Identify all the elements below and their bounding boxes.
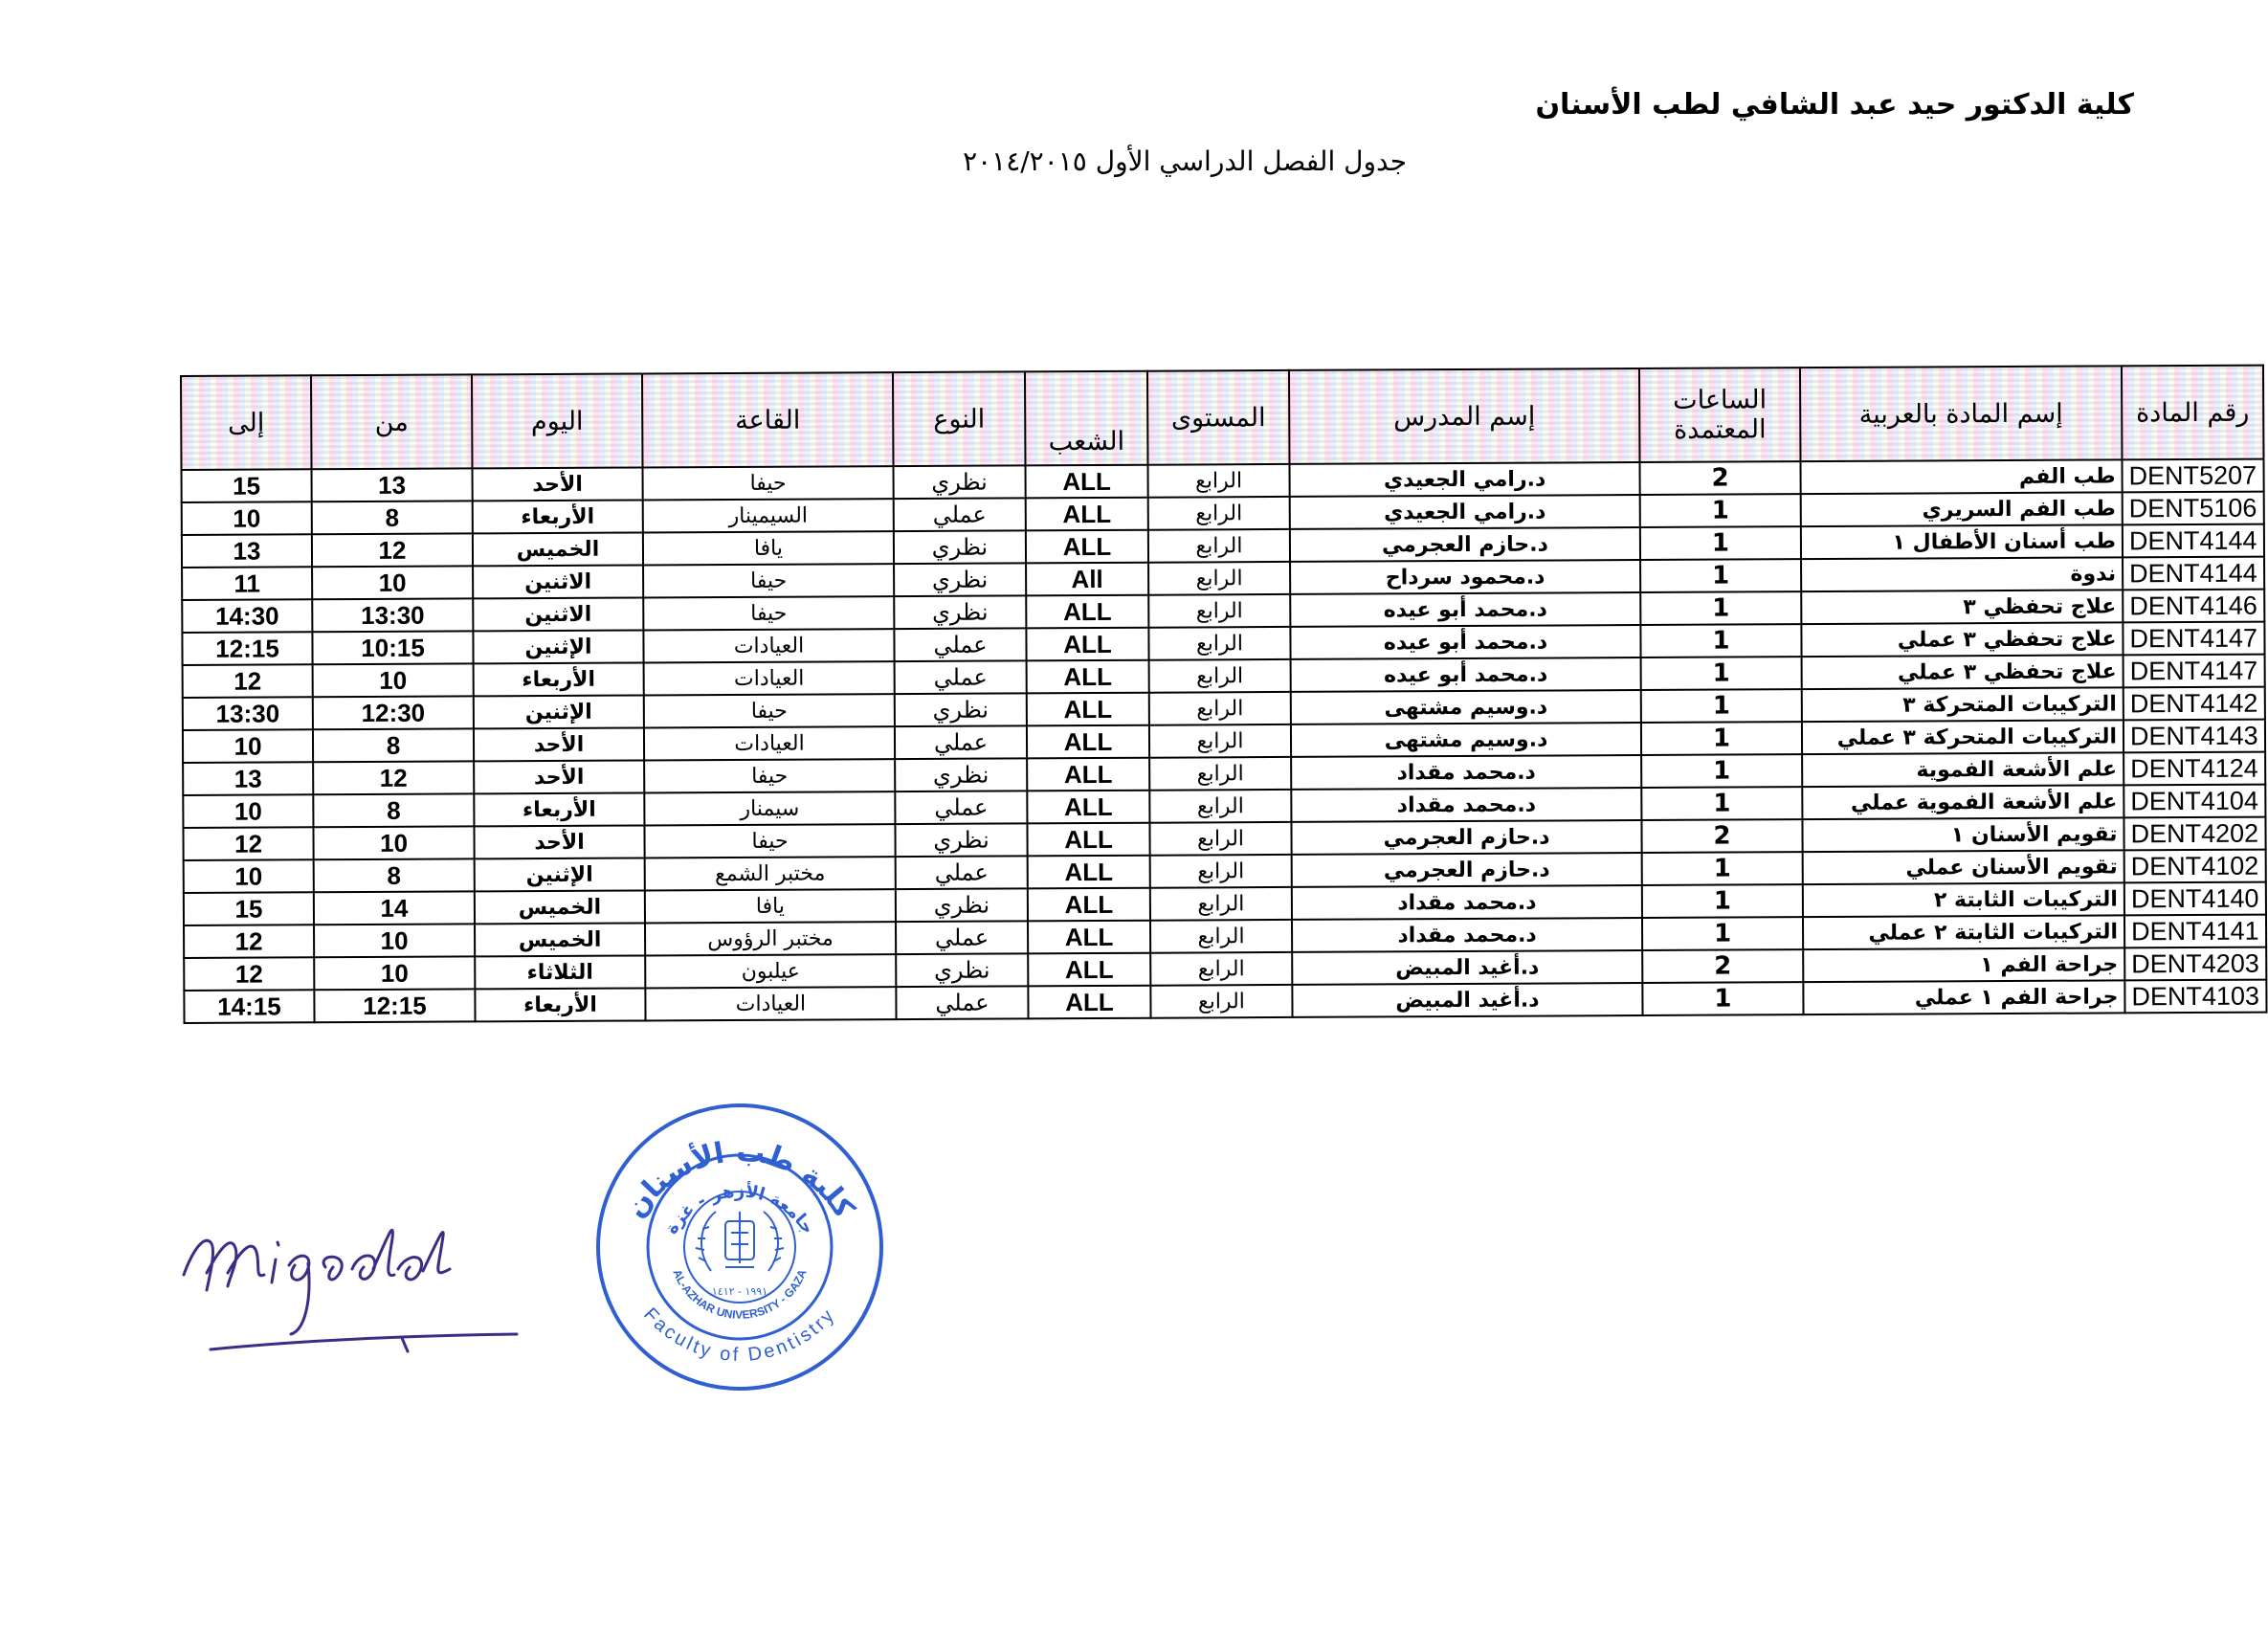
cell-to: 10 xyxy=(182,501,312,535)
cell-from: 8 xyxy=(314,858,475,892)
cell-to: 11 xyxy=(182,567,312,600)
cell-to: 12 xyxy=(184,957,314,991)
cell-section: ALL xyxy=(1028,888,1150,922)
cell-room: سيمنار xyxy=(644,791,895,825)
cell-to: 12 xyxy=(183,827,313,860)
cell-day: الأحد xyxy=(474,727,644,761)
cell-day: الأربعاء xyxy=(475,988,645,1021)
cell-teacher: د.محمد أبو عيده xyxy=(1290,625,1640,659)
cell-room: العيادات xyxy=(644,726,895,760)
cell-from: 12 xyxy=(313,761,474,794)
cell-day: الأربعاء xyxy=(473,500,643,533)
seal-english-faculty: Faculty of Dentistry xyxy=(639,1304,840,1366)
cell-section: All xyxy=(1026,563,1148,596)
cell-teacher: د.رامي الجعيدي xyxy=(1290,495,1640,529)
cell-name: طب الفم السريري xyxy=(1801,492,2123,526)
cell-hours: 1 xyxy=(1641,754,1802,788)
cell-teacher: د.محمود سرداح xyxy=(1290,560,1640,594)
cell-level: الرابع xyxy=(1148,497,1290,530)
cell-from: 12:15 xyxy=(314,989,475,1022)
cell-from: 14 xyxy=(314,891,475,925)
cell-teacher: د.أغيد المبيض xyxy=(1292,950,1642,985)
cell-type: نظري xyxy=(894,563,1026,596)
cell-level: الرابع xyxy=(1150,952,1292,986)
cell-type: نظري xyxy=(896,953,1028,987)
cell-hours: 2 xyxy=(1639,461,1800,495)
cell-teacher: د.محمد مقداد xyxy=(1292,885,1642,920)
seal-arabic-top: كلية طب الأسنان xyxy=(618,1134,861,1224)
cell-room: حيفا xyxy=(643,596,894,630)
cell-type: عملي xyxy=(896,856,1028,889)
cell-code: DENT4146 xyxy=(2123,590,2264,623)
signature xyxy=(172,1215,536,1369)
cell-day: الخميس xyxy=(475,923,645,956)
cell-from: 10 xyxy=(314,956,475,990)
seal-years: ١٩٩١ - ١٤١٢ xyxy=(711,1285,768,1298)
cell-teacher: د.محمد أبو عيده xyxy=(1291,657,1641,692)
cell-level: الرابع xyxy=(1148,562,1290,595)
cell-name: علم الأشعة الفموية xyxy=(1802,752,2123,787)
cell-teacher: د.محمد مقداد xyxy=(1292,918,1642,952)
cell-teacher: د.وسيم مشتهى xyxy=(1291,723,1641,757)
cell-name: علاج تحفظي ٣ عملي xyxy=(1802,655,2123,689)
table-header xyxy=(181,366,2263,470)
cell-level: الرابع xyxy=(1150,920,1292,953)
cell-teacher: د.محمد مقداد xyxy=(1291,788,1641,822)
cell-name: جراحة الفم ١ xyxy=(1803,947,2124,982)
cell-name: ندوة xyxy=(1801,557,2123,591)
cell-hours: 1 xyxy=(1640,591,1801,625)
seal-emblem-icon xyxy=(696,1212,784,1271)
cell-hours: 2 xyxy=(1641,819,1802,853)
cell-from: 13 xyxy=(312,468,473,501)
cell-section: ALL xyxy=(1027,758,1149,791)
cell-name: التركيبات الثابتة ٢ xyxy=(1803,882,2124,917)
cell-from: 10 xyxy=(313,826,474,859)
cell-name: تقويم الأسنان عملي xyxy=(1803,850,2124,884)
cell-name: جراحة الفم ١ عملي xyxy=(1803,980,2124,1014)
seal-english-university: AL-AZHAR UNIVERSITY - GAZA xyxy=(670,1267,810,1322)
cell-code: DENT5106 xyxy=(2123,492,2264,525)
cell-section: ALL xyxy=(1027,725,1149,759)
header-from: من xyxy=(311,374,473,469)
cell-hours: 1 xyxy=(1642,884,1803,918)
header-hours xyxy=(1639,368,1801,462)
seal-arabic-inner: جامعة الأزهر - غزة xyxy=(661,1181,818,1238)
cell-level: الرابع xyxy=(1149,692,1291,725)
cell-code: DENT4104 xyxy=(2123,785,2265,818)
cell-to: 13 xyxy=(182,534,312,568)
cell-name: التركيبات المتحركة ٣ xyxy=(1802,687,2123,722)
cell-day: الخميس xyxy=(475,890,645,924)
cell-level: الرابع xyxy=(1150,985,1292,1018)
header-level: المستوى xyxy=(1147,370,1290,465)
cell-level: الرابع xyxy=(1150,887,1292,921)
cell-section: ALL xyxy=(1027,660,1149,694)
cell-type: عملي xyxy=(895,791,1027,824)
cell-type: نظري xyxy=(894,465,1026,499)
table-body xyxy=(182,459,2267,1023)
cell-room: عيلبون xyxy=(645,954,896,988)
cell-level: الرابع xyxy=(1149,724,1291,758)
cell-room: مختبر الشمع xyxy=(645,857,896,890)
cell-from: 8 xyxy=(312,501,473,534)
header-section: الشعب xyxy=(1025,371,1148,466)
cell-section: ALL xyxy=(1028,986,1150,1019)
cell-level: الرابع xyxy=(1149,659,1291,693)
cell-to: 10 xyxy=(183,729,313,763)
cell-room: حيفا xyxy=(643,466,894,500)
cell-from: 8 xyxy=(313,728,474,762)
cell-code: DENT4103 xyxy=(2124,980,2266,1014)
cell-teacher: د.حازم العجرمي xyxy=(1292,853,1642,887)
schedule-title: جدول الفصل الدراسي الأول ٢٠١٤/٢٠١٥ xyxy=(963,145,1407,177)
cell-type: عملي xyxy=(896,921,1028,954)
header-name: إسم المادة بالعربية xyxy=(1800,366,2123,461)
cell-day: الأحد xyxy=(474,760,644,793)
cell-name: تقويم الأسنان ١ xyxy=(1802,817,2123,852)
cell-room: حيفا xyxy=(643,564,894,597)
cell-level: الرابع xyxy=(1148,529,1290,563)
cell-hours: 1 xyxy=(1640,494,1801,527)
cell-room: العيادات xyxy=(645,987,896,1020)
cell-level: الرابع xyxy=(1149,822,1291,856)
cell-to: 15 xyxy=(184,892,314,925)
cell-from: 12:30 xyxy=(313,696,474,729)
cell-to: 12:15 xyxy=(182,632,312,665)
cell-day: الأحد xyxy=(473,467,643,501)
cell-section: ALL xyxy=(1028,856,1150,889)
cell-to: 10 xyxy=(184,859,314,893)
cell-code: DENT4144 xyxy=(2123,524,2264,558)
cell-code: DENT4140 xyxy=(2124,882,2266,916)
cell-room: يافا xyxy=(643,531,894,565)
cell-code: DENT4124 xyxy=(2123,752,2265,786)
cell-room: مختبر الرؤوس xyxy=(645,922,896,955)
cell-type: عملي xyxy=(895,725,1027,759)
cell-room: السيمينار xyxy=(643,499,894,532)
cell-teacher: د.محمد أبو عيده xyxy=(1290,592,1640,627)
cell-day: الأربعاء xyxy=(474,662,644,696)
cell-hours: 1 xyxy=(1641,689,1802,723)
header-room: القاعة xyxy=(642,372,894,467)
cell-name: طب الفم xyxy=(1800,459,2122,494)
cell-from: 13:30 xyxy=(312,598,473,632)
cell-code: DENT5207 xyxy=(2122,459,2263,493)
cell-level: الرابع xyxy=(1148,594,1290,628)
signature-underline xyxy=(211,1334,517,1351)
cell-section: ALL xyxy=(1026,498,1148,531)
cell-level: الرابع xyxy=(1150,855,1292,888)
cell-to: 12 xyxy=(184,925,314,958)
cell-to: 12 xyxy=(183,664,313,698)
cell-level: الرابع xyxy=(1149,757,1291,791)
cell-section: ALL xyxy=(1026,465,1148,499)
schedule-table xyxy=(180,365,2268,1024)
cell-level: الرابع xyxy=(1148,627,1290,660)
cell-teacher: د.حازم العجرمي xyxy=(1290,527,1640,562)
cell-type: عملي xyxy=(894,498,1026,531)
header-type: النوع xyxy=(893,371,1026,466)
header-hours-line2: المعتمدة xyxy=(1674,414,1767,445)
cell-type: عملي xyxy=(894,628,1026,661)
cell-hours: 1 xyxy=(1642,982,1803,1015)
cell-from: 10 xyxy=(313,663,474,697)
cell-section: ALL xyxy=(1026,530,1148,564)
cell-type: نظري xyxy=(894,595,1026,629)
cell-room: حيفا xyxy=(644,694,895,727)
cell-code: DENT4147 xyxy=(2123,655,2265,688)
header-teacher: إسم المدرس xyxy=(1289,368,1640,464)
cell-section: ALL xyxy=(1026,595,1148,629)
cell-code: DENT4203 xyxy=(2124,947,2266,981)
cell-type: نظري xyxy=(895,823,1027,857)
cell-name: علاج تحفظي ٣ عملي xyxy=(1801,622,2123,657)
cell-type: عملي xyxy=(896,986,1028,1019)
cell-day: الإثنين xyxy=(473,630,643,663)
cell-level: الرابع xyxy=(1149,790,1291,823)
cell-teacher: د.وسيم مشتهى xyxy=(1291,690,1641,724)
cell-section: ALL xyxy=(1026,628,1148,661)
cell-type: نظري xyxy=(895,758,1027,791)
cell-name: التركيبات الثابتة ٢ عملي xyxy=(1803,915,2124,949)
cell-hours: 1 xyxy=(1642,917,1803,950)
cell-from: 10 xyxy=(312,566,473,599)
header-day: اليوم xyxy=(472,373,643,468)
cell-code: DENT4147 xyxy=(2123,622,2264,656)
cell-code: DENT4143 xyxy=(2123,720,2265,753)
cell-room: العيادات xyxy=(643,629,894,662)
cell-from: 12 xyxy=(312,533,473,567)
cell-code: DENT4102 xyxy=(2124,850,2266,883)
cell-room: حيفا xyxy=(644,759,895,792)
cell-type: نظري xyxy=(895,693,1027,726)
cell-code: DENT4141 xyxy=(2124,915,2266,948)
cell-type: عملي xyxy=(895,660,1027,694)
cell-from: 8 xyxy=(313,793,474,827)
cell-section: ALL xyxy=(1028,921,1150,954)
header-to: إلى xyxy=(181,375,312,470)
cell-teacher: د.محمد مقداد xyxy=(1291,755,1641,790)
cell-room: حيفا xyxy=(644,824,895,858)
faculty-seal xyxy=(591,1099,888,1395)
cell-hours: 1 xyxy=(1641,722,1802,755)
cell-hours: 1 xyxy=(1641,657,1802,690)
cell-to: 10 xyxy=(183,794,313,828)
cell-to: 13 xyxy=(183,762,313,795)
cell-to: 14:15 xyxy=(184,990,314,1023)
cell-name: علم الأشعة الفموية عملي xyxy=(1802,785,2123,819)
cell-day: الاثنين xyxy=(473,597,643,631)
cell-to: 13:30 xyxy=(183,697,313,730)
cell-code: DENT4142 xyxy=(2123,687,2265,721)
cell-type: نظري xyxy=(896,888,1028,922)
cell-hours: 1 xyxy=(1640,559,1801,592)
cell-day: الإثنين xyxy=(474,695,644,728)
cell-teacher: د.رامي الجعيدي xyxy=(1290,462,1640,497)
institution-title: كلية الدكتور حيد عبد الشافي لطب الأسنان xyxy=(1535,88,2134,122)
cell-hours: 1 xyxy=(1642,852,1803,885)
cell-teacher: د.أغيد المبيض xyxy=(1292,983,1642,1017)
header-code: رقم المادة xyxy=(2122,366,2264,460)
cell-day: الثلاثاء xyxy=(475,955,645,989)
cell-from: 10:15 xyxy=(312,631,473,664)
cell-room: العيادات xyxy=(644,661,895,695)
cell-day: الأحد xyxy=(474,825,644,858)
cell-day: الخميس xyxy=(473,532,643,566)
cell-code: DENT4202 xyxy=(2123,817,2265,851)
cell-day: الاثنين xyxy=(473,565,643,598)
cell-to: 15 xyxy=(182,469,312,502)
signature-stroke xyxy=(184,1230,450,1334)
cell-name: طب أسنان الأطفال ١ xyxy=(1801,524,2123,559)
cell-type: نظري xyxy=(894,530,1026,564)
cell-level: الرابع xyxy=(1148,464,1290,498)
cell-hours: 1 xyxy=(1641,787,1802,820)
cell-room: يافا xyxy=(645,889,896,923)
cell-hours: 2 xyxy=(1642,949,1803,983)
cell-teacher: د.حازم العجرمي xyxy=(1291,820,1641,855)
cell-hours: 1 xyxy=(1640,526,1801,560)
cell-name: علاج تحفظي ٣ xyxy=(1801,590,2123,624)
cell-day: الإثنين xyxy=(475,858,645,891)
cell-section: ALL xyxy=(1027,693,1149,726)
cell-to: 14:30 xyxy=(182,599,312,633)
cell-hours: 1 xyxy=(1640,624,1801,657)
cell-day: الأربعاء xyxy=(474,792,644,826)
cell-section: ALL xyxy=(1027,791,1149,824)
cell-section: ALL xyxy=(1028,953,1150,987)
cell-section: ALL xyxy=(1027,823,1149,857)
header-hours-line1: الساعات xyxy=(1673,385,1768,415)
cell-name: التركيبات المتحركة ٣ عملي xyxy=(1802,720,2123,754)
cell-from: 10 xyxy=(314,924,475,957)
cell-code: DENT4144 xyxy=(2123,557,2264,591)
